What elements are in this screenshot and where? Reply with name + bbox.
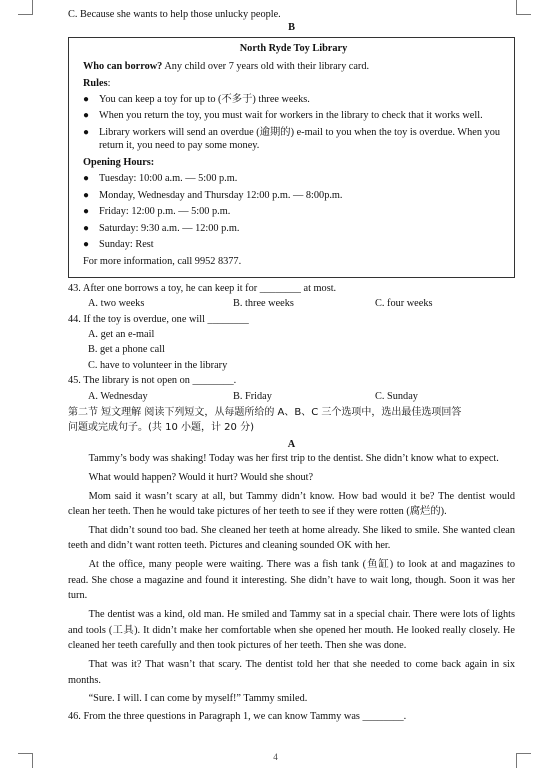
bullet-icon: ● (83, 126, 90, 138)
bullet-icon: ● (83, 222, 90, 234)
passage-paragraph: “Sure. I will. I can come by myself!” Tammy smiled. (88, 693, 308, 705)
previous-option-c: C. Because she wants to help those unlucky people. (68, 9, 281, 20)
question-43-options (88, 297, 515, 310)
hours-item (83, 205, 504, 219)
library-title: North Ryde Toy Library (239, 42, 348, 54)
rule-item (83, 109, 504, 123)
option-a: A. two weeks (88, 298, 145, 310)
rule-item (83, 126, 504, 153)
rule-text: You can keep a toy for up to (不多于) three weeks. (99, 93, 310, 105)
hours-item (83, 172, 504, 186)
rules-heading: Rules (83, 77, 108, 89)
bullet-icon: ● (83, 239, 90, 250)
passage-paragraph: That didn’t sound too bad. She cleaned her teeth at home already. She liked to smile. She wanted clean teeth and didn’t want rotten teeth. Pictures and cleaning sounded OK with her. (68, 524, 515, 552)
section-b-label: B (288, 22, 295, 34)
hours-text: Monday, Wednesday and Thursday 12:00 p.m. — 8:00p.m. (99, 189, 343, 201)
who-can-borrow (83, 60, 504, 73)
rule-text: Library workers will send an overdue (逾期的) e-mail to you when the toy is overdue. When you return it, you need to pay some money. (99, 126, 500, 152)
rule-text: When you return the toy, you must wait for workers in the library to check that it works well. (99, 110, 483, 122)
passage-paragraph: What would happen? Would it hurt? Would she shout? (88, 471, 314, 483)
exam-page (68, 8, 515, 725)
library-notice-box (68, 37, 515, 278)
passage-paragraph: Mom said it wasn’t scary at all, but Tammy didn’t know. How bad would it be? The dentist would clean her teeth. Then he would take pictures of her teeth to see if they were rotten (腐烂的). (68, 490, 515, 518)
question-45-options (88, 390, 515, 403)
crop-mark-top-right (516, 0, 531, 15)
bullet-icon: ● (83, 110, 90, 122)
question-43: 43. After one borrows a toy, he can keep it for ________ at most. (68, 282, 337, 294)
option-b: B. Friday (233, 390, 272, 402)
bullet-icon: ● (83, 93, 90, 105)
rules-heading-line (83, 77, 504, 90)
passage-paragraph: Tammy’s body was shaking! Today was her first trip to the dentist. She didn’t know what to expect. (88, 453, 499, 465)
hours-text: Tuesday: 10:00 a.m. — 5:00 p.m. (99, 173, 238, 184)
passage-paragraph: The dentist was a kind, old man. He smiled and Tammy sat in a special chair. There were lots of lights and tools (工具). It didn’t make her comfortable when she opened her mouth. He looked really closely. He cleaned her teeth carefully and then took pictures of her teeth. Then she was done. (68, 609, 515, 652)
bullet-icon: ● (83, 206, 90, 217)
more-info: For more information, call 9952 8377. (83, 255, 242, 267)
option-b: B. three weeks (233, 298, 294, 310)
page-number: 4 (273, 752, 278, 762)
hours-item (83, 222, 504, 236)
option-b: B. get a phone call (88, 344, 165, 356)
bullet-icon: ● (83, 189, 90, 201)
crop-mark-top-left (18, 0, 33, 15)
passage-paragraph: At the office, many people were waiting. There was a fish tank (鱼缸) to look at and magazines to read. She chose a magazine and found it interesting. She didn’t have to wait long, though. Soon it was her turn. (68, 559, 515, 602)
hours-text: Sunday: Rest (99, 239, 154, 250)
passage-a-label: A (287, 438, 296, 450)
hours-text: Saturday: 9:30 a.m. — 12:00 p.m. (99, 222, 240, 234)
option-c: C. Sunday (375, 390, 418, 402)
passage-paragraph: That was it? That wasn’t that scary. The dentist told her that she needed to come back again in six months. (68, 658, 515, 686)
instructions-line-2: 问题或完成句子。(共 10 小题，计 20 分) (68, 422, 254, 434)
option-a: A. get an e-mail (88, 329, 155, 340)
hours-text: Friday: 12:00 p.m. — 5:00 p.m. (99, 206, 231, 217)
option-c: C. have to volunteer in the library (88, 359, 228, 371)
hours-heading: Opening Hours: (83, 156, 155, 168)
hours-item (83, 189, 504, 203)
question-44: 44. If the toy is overdue, one will ________ (68, 313, 249, 325)
who-heading: Who can borrow? (83, 61, 163, 73)
question-45: 45. The library is not open on ________. (68, 375, 237, 387)
rules-colon: : (107, 77, 111, 89)
bullet-icon: ● (83, 173, 90, 184)
who-text: Any child over 7 years old with their library card. (162, 61, 370, 73)
option-a: A. Wednesday (88, 390, 148, 402)
question-46: 46. From the three questions in Paragraph 1, we can know Tammy was ________. (68, 710, 407, 722)
instructions-line-1: 第二节 短文理解 阅读下列短文，从每题所给的 A、B、C 三个选项中，选出最佳选项回答 (68, 406, 462, 418)
hours-item (83, 238, 504, 252)
section-2-instructions (68, 405, 515, 436)
rule-item (83, 93, 504, 107)
option-c: C. four weeks (375, 298, 433, 310)
